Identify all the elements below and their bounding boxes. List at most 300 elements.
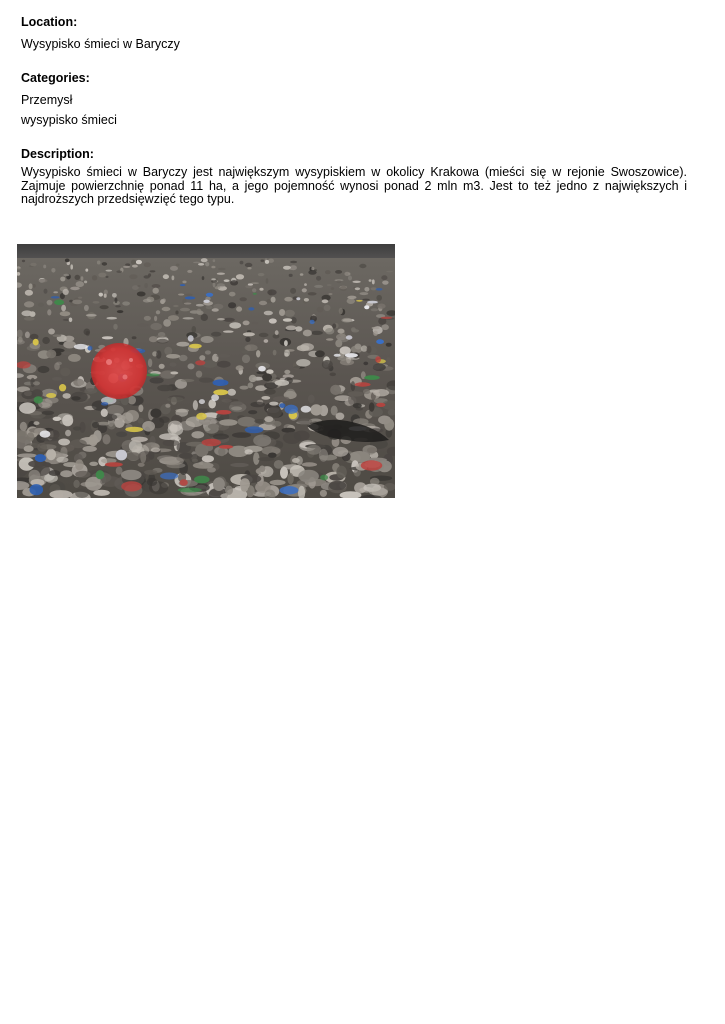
debris-fragment [326, 338, 333, 341]
debris-fragment [160, 473, 178, 480]
debris-fragment [193, 400, 198, 410]
debris-fragment [126, 452, 141, 460]
debris-fragment [137, 285, 140, 287]
debris-fragment [197, 311, 204, 315]
debris-fragment [201, 314, 208, 321]
location-heading: Location: [21, 15, 78, 29]
debris-fragment [261, 260, 265, 262]
watermark-icon [91, 343, 147, 399]
debris-fragment [249, 375, 257, 382]
debris-fragment [63, 274, 69, 276]
debris-fragment [360, 292, 369, 295]
debris-fragment [334, 354, 341, 357]
debris-fragment [213, 259, 216, 262]
debris-fragment [248, 382, 254, 388]
debris-fragment [167, 397, 184, 402]
debris-fragment [142, 421, 155, 432]
debris-fragment [330, 373, 336, 377]
debris-fragment [74, 344, 88, 350]
debris-fragment [106, 270, 113, 272]
debris-fragment [60, 311, 71, 316]
debris-fragment [193, 462, 214, 469]
debris-fragment [76, 281, 84, 287]
debris-fragment [301, 406, 311, 413]
debris-fragment [24, 317, 35, 321]
debris-fragment [242, 355, 250, 364]
debris-fragment [116, 450, 127, 461]
debris-fragment [38, 303, 44, 307]
debris-fragment [284, 297, 292, 302]
debris-fragment [363, 389, 370, 394]
debris-fragment [170, 266, 178, 271]
debris-fragment [75, 275, 81, 280]
debris-fragment [303, 330, 312, 337]
debris-fragment [43, 462, 51, 467]
debris-fragment [123, 266, 130, 268]
debris-fragment [84, 305, 89, 311]
debris-fragment [262, 373, 272, 381]
debris-fragment [164, 347, 172, 356]
debris-fragment [304, 298, 309, 302]
debris-fragment [218, 448, 225, 457]
debris-fragment [93, 490, 110, 496]
debris-fragment [70, 287, 80, 291]
debris-fragment [353, 403, 362, 408]
debris-fragment [331, 287, 334, 290]
categories-section [21, 70, 687, 128]
debris-fragment [147, 297, 155, 303]
landfill-photo [17, 244, 395, 498]
debris-fragment [219, 419, 237, 426]
debris-fragment [46, 350, 56, 359]
debris-fragment [165, 404, 170, 408]
debris-fragment [284, 350, 290, 357]
debris-fragment [259, 288, 263, 291]
debris-fragment [258, 366, 266, 372]
debris-fragment [297, 345, 310, 351]
debris-fragment [106, 276, 109, 278]
debris-fragment [144, 316, 151, 321]
debris-fragment [216, 354, 230, 358]
debris-fragment [230, 280, 238, 285]
debris-fragment [60, 277, 65, 282]
debris-fragment [245, 344, 258, 351]
debris-fragment [19, 402, 36, 413]
debris-fragment [43, 265, 46, 269]
debris-fragment [59, 384, 66, 391]
debris-fragment [196, 371, 202, 378]
debris-fragment [240, 297, 247, 301]
debris-fragment [217, 283, 225, 287]
debris-fragment [131, 437, 148, 442]
debris-fragment [364, 375, 379, 380]
debris-fragment [311, 331, 323, 335]
debris-fragment [359, 264, 366, 268]
debris-fragment [351, 327, 356, 331]
debris-fragment [228, 302, 236, 308]
debris-fragment [230, 463, 249, 467]
debris-fragment [46, 393, 56, 398]
debris-fragment [53, 291, 58, 293]
debris-fragment [308, 292, 317, 295]
debris-fragment [356, 300, 363, 302]
debris-fragment [290, 268, 292, 270]
debris-fragment [229, 292, 236, 297]
debris-fragment [266, 278, 269, 284]
debris-fragment [376, 403, 385, 407]
debris-fragment [386, 343, 392, 347]
debris-fragment [48, 329, 55, 335]
debris-fragment [97, 261, 101, 265]
debris-fragment [137, 292, 146, 297]
debris-fragment [25, 290, 33, 296]
debris-fragment [154, 316, 157, 322]
debris-fragment [316, 276, 321, 281]
debris-fragment [33, 381, 40, 385]
debris-fragment [203, 300, 209, 303]
debris-fragment [240, 261, 244, 265]
debris-fragment [229, 322, 241, 328]
debris-fragment [159, 364, 165, 369]
debris-fragment [183, 317, 194, 319]
debris-fragment [217, 273, 225, 275]
debris-fragment [180, 308, 190, 312]
debris-fragment [290, 261, 297, 264]
debris-fragment [332, 324, 336, 329]
debris-fragment [307, 445, 322, 455]
debris-fragment [283, 432, 302, 444]
debris-fragment [116, 270, 122, 273]
debris-fragment [81, 276, 84, 281]
debris-fragment [106, 317, 117, 320]
debris-fragment [361, 460, 383, 470]
debris-fragment [70, 439, 87, 448]
debris-fragment [355, 344, 362, 350]
debris-fragment [17, 453, 37, 457]
debris-fragment [212, 308, 219, 312]
debris-fragment [296, 359, 310, 367]
debris-fragment [243, 321, 250, 326]
debris-fragment [78, 297, 82, 299]
debris-fragment [386, 357, 391, 364]
debris-fragment [236, 306, 242, 311]
debris-fragment [93, 301, 100, 304]
debris-fragment [112, 293, 117, 298]
debris-fragment [376, 295, 382, 301]
debris-fragment [275, 330, 279, 335]
debris-fragment [196, 413, 207, 420]
debris-fragment [79, 422, 85, 433]
debris-fragment [336, 466, 346, 479]
debris-fragment [283, 266, 291, 270]
debris-fragment [25, 339, 32, 342]
debris-fragment [376, 288, 383, 291]
debris-fragment [42, 337, 50, 344]
debris-fragment [236, 274, 244, 279]
debris-fragment [325, 270, 331, 274]
debris-fragment [243, 332, 255, 336]
debris-fragment [34, 396, 43, 403]
debris-fragment [367, 447, 377, 453]
debris-fragment [211, 280, 217, 283]
debris-fragment [386, 271, 393, 273]
debris-fragment [105, 462, 123, 467]
debris-fragment [269, 402, 278, 406]
debris-fragment [211, 278, 216, 280]
debris-fragment [296, 297, 300, 300]
debris-fragment [187, 270, 192, 273]
debris-fragment [329, 293, 333, 295]
debris-fragment [340, 286, 347, 291]
debris-fragment [101, 402, 108, 406]
debris-fragment [84, 388, 97, 394]
debris-fragment [191, 431, 204, 438]
debris-fragment [205, 350, 211, 354]
debris-fragment [345, 353, 358, 357]
debris-fragment [271, 297, 276, 303]
debris-fragment [280, 486, 299, 494]
debris-fragment [308, 270, 316, 275]
debris-fragment [264, 389, 276, 395]
debris-fragment [64, 336, 75, 342]
debris-fragment [247, 267, 251, 269]
debris-fragment [310, 404, 322, 415]
debris-fragment [315, 350, 325, 357]
debris-fragment [372, 327, 380, 329]
debris-fragment [270, 480, 286, 485]
debris-fragment [37, 443, 47, 452]
debris-fragment [92, 275, 97, 280]
debris-fragment [201, 336, 214, 343]
description-section [21, 146, 687, 207]
debris-fragment [199, 399, 205, 404]
debris-fragment [285, 310, 295, 317]
debris-fragment [336, 413, 345, 420]
debris-fragment [355, 287, 360, 290]
debris-fragment [30, 311, 36, 317]
debris-fragment [138, 463, 145, 467]
debris-fragment [89, 462, 98, 466]
debris-fragment [121, 481, 142, 491]
debris-fragment [319, 449, 328, 462]
debris-fragment [254, 419, 265, 423]
debris-fragment [245, 426, 264, 433]
debris-fragment [275, 380, 290, 386]
debris-fragment [47, 300, 53, 304]
location-section [21, 14, 687, 52]
debris-fragment [352, 281, 360, 283]
debris-fragment [152, 284, 161, 288]
debris-fragment [338, 329, 345, 334]
debris-fragment [264, 311, 273, 316]
debris-fragment [24, 391, 32, 396]
debris-fragment [188, 363, 195, 369]
debris-fragment [373, 389, 389, 396]
debris-fragment [348, 395, 355, 405]
debris-fragment [172, 276, 175, 281]
debris-fragment [251, 282, 259, 284]
debris-fragment [197, 408, 209, 412]
debris-fragment [185, 294, 193, 297]
debris-fragment [202, 276, 205, 280]
debris-fragment [199, 355, 205, 361]
debris-fragment [355, 382, 371, 386]
debris-fragment [181, 379, 195, 382]
debris-fragment [199, 378, 213, 383]
debris-fragment [149, 336, 158, 342]
debris-fragment [46, 449, 56, 460]
debris-fragment [71, 396, 80, 400]
debris-fragment [129, 274, 137, 279]
debris-fragment [298, 470, 319, 483]
debris-fragment [320, 490, 327, 497]
debris-fragment [304, 283, 307, 286]
debris-fragment [84, 281, 87, 284]
debris-fragment [168, 421, 182, 432]
debris-fragment [223, 330, 234, 332]
debris-fragment [89, 434, 98, 446]
debris-fragment [184, 303, 192, 305]
debris-fragment [83, 446, 97, 452]
debris-fragment [73, 480, 79, 488]
debris-fragment [75, 459, 84, 470]
debris-fragment [271, 421, 281, 427]
debris-fragment [322, 299, 329, 303]
debris-fragment [72, 300, 82, 305]
debris-fragment [51, 296, 60, 298]
debris-fragment [286, 389, 296, 397]
categories-heading: Categories: [21, 71, 90, 85]
debris-fragment [219, 445, 233, 449]
debris-fragment [273, 396, 290, 401]
debris-fragment [376, 339, 384, 344]
debris-fragment [163, 319, 171, 327]
debris-fragment [180, 284, 186, 286]
debris-fragment [325, 328, 334, 334]
debris-fragment [122, 301, 130, 305]
debris-fragment [58, 439, 70, 446]
debris-fragment [347, 296, 356, 300]
debris-fragment [148, 273, 151, 276]
debris-fragment [373, 331, 378, 336]
debris-fragment [382, 281, 388, 285]
debris-fragment [362, 299, 369, 301]
debris-fragment [282, 464, 301, 469]
debris-fragment [221, 399, 232, 403]
debris-fragment [287, 473, 293, 484]
debris-fragment [102, 336, 113, 339]
debris-fragment [213, 477, 225, 491]
debris-fragment [65, 259, 70, 263]
debris-fragment [150, 270, 156, 272]
debris-fragment [369, 279, 372, 282]
debris-fragment [156, 310, 160, 314]
debris-fragment [70, 264, 73, 269]
debris-fragment [24, 445, 34, 452]
debris-fragment [217, 318, 225, 320]
debris-fragment [100, 305, 109, 309]
debris-fragment [148, 359, 152, 368]
debris-fragment [369, 487, 388, 495]
debris-fragment [92, 422, 99, 428]
debris-fragment [156, 350, 161, 358]
debris-fragment [227, 389, 236, 396]
debris-fragment [179, 453, 193, 459]
debris-fragment [178, 488, 202, 493]
debris-fragment [30, 484, 44, 495]
debris-fragment [63, 341, 76, 349]
debris-fragment [33, 339, 39, 346]
debris-fragment [232, 432, 251, 438]
debris-fragment [140, 452, 146, 464]
debris-fragment [63, 393, 71, 399]
debris-fragment [84, 329, 91, 336]
debris-fragment [192, 459, 198, 463]
debris-fragment [264, 339, 269, 343]
debris-fragment [211, 266, 215, 269]
debris-fragment [102, 262, 107, 266]
debris-fragment [314, 285, 323, 288]
debris-fragment [194, 476, 210, 484]
debris-fragment [285, 405, 298, 414]
debris-fragment [259, 333, 269, 337]
debris-fragment [34, 421, 40, 425]
debris-fragment [208, 424, 219, 430]
debris-fragment [248, 410, 257, 414]
debris-fragment [60, 368, 70, 377]
debris-fragment [150, 323, 162, 330]
debris-fragment [27, 432, 35, 441]
debris-fragment [339, 308, 343, 314]
debris-fragment [252, 322, 259, 325]
debris-fragment [377, 304, 385, 309]
debris-fragment [236, 365, 244, 370]
debris-fragment [173, 305, 179, 307]
debris-fragment [49, 470, 61, 476]
debris-fragment [138, 418, 144, 424]
debris-fragment [367, 301, 378, 304]
debris-fragment [363, 362, 368, 366]
debris-fragment [364, 305, 369, 309]
debris-fragment [136, 260, 142, 264]
debris-fragment [25, 332, 30, 339]
debris-fragment [289, 274, 293, 277]
debris-fragment [381, 275, 387, 280]
location-value: Wysypisko śmieci w Baryczy [21, 37, 180, 51]
debris-fragment [317, 307, 324, 313]
debris-fragment [344, 272, 350, 276]
debris-fragment [73, 379, 84, 387]
debris-fragment [175, 311, 178, 315]
debris-fragment [375, 356, 381, 363]
debris-fragment [38, 366, 50, 373]
debris-fragment [179, 355, 188, 361]
debris-fragment [206, 293, 213, 297]
debris-fragment [296, 456, 303, 465]
debris-fragment [86, 314, 97, 317]
debris-fragment [213, 379, 229, 386]
debris-fragment [98, 273, 106, 278]
debris-fragment [29, 283, 33, 289]
debris-fragment [150, 377, 164, 383]
debris-fragment [147, 478, 157, 486]
debris-fragment [108, 423, 116, 430]
debris-fragment [364, 287, 369, 292]
debris-fragment [269, 318, 277, 323]
debris-fragment [223, 318, 235, 322]
debris-fragment [40, 431, 51, 438]
debris-fragment [265, 260, 269, 264]
